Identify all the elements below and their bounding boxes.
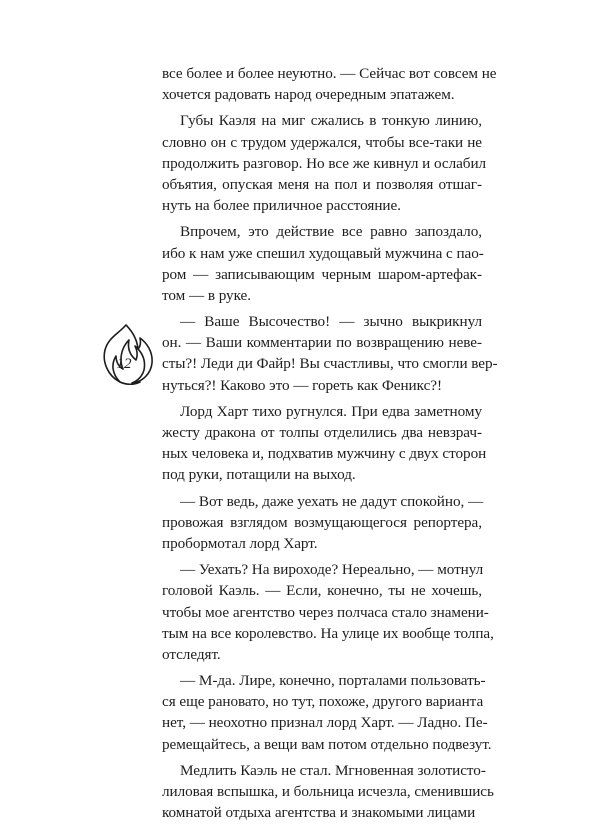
text-line: ных человека и, подхватив мужчину с двух сторон bbox=[162, 445, 487, 463]
text-line: ся еще рановато, но тут, похоже, другого варианта bbox=[162, 693, 484, 711]
text-line: Медлить Каэль не стал. Мгновенная золотисто- bbox=[180, 761, 486, 779]
text-line: сты?! Леди ди Файр! Вы счастливы, что смогли вер- bbox=[162, 355, 498, 373]
text-line: тым на все королевство. На улице их вообще толпа, bbox=[162, 624, 494, 642]
text-line: нуть на более приличное расстояние. bbox=[162, 197, 401, 215]
text-line: — Ваше Высочество! — зычно выкрикнул bbox=[180, 313, 482, 331]
text-line: жесту дракона от толпы отделились два невзрач- bbox=[162, 424, 482, 441]
paragraph bbox=[162, 63, 497, 105]
text-line: головой Каэль. — Если, конечно, ты не хочешь, bbox=[162, 582, 482, 600]
body-text bbox=[162, 63, 498, 828]
text-line: — Уехать? На вироходе? Нереально, — мотнул bbox=[180, 561, 484, 579]
text-line: ремещайтесь, а вещи вам потом отдельно подвезут. bbox=[162, 735, 492, 753]
text-line: пробормотал лорд Харт. bbox=[162, 534, 318, 552]
text-line: чтобы мое агентство через полчаса стало знамени- bbox=[162, 603, 489, 621]
text-line: Губы Каэля на миг сжались в тонкую линию, bbox=[180, 112, 482, 130]
text-line: продолжить разговор. Но все же кивнул и ослабил bbox=[162, 154, 487, 172]
text-line: — М-да. Лире, конечно, порталами пользовать- bbox=[180, 672, 486, 690]
text-line: Впрочем, это действие все равно запоздало, bbox=[180, 223, 482, 241]
text-line: ибо к нам уже спешил худощавый мужчина с пао- bbox=[162, 244, 484, 262]
paragraph bbox=[162, 401, 487, 486]
text-line: под руки, потащили на выход. bbox=[162, 466, 356, 484]
text-line: нуться?! Каково это — гореть как Феникс?! bbox=[162, 376, 442, 394]
text-line: хочется радовать народ очередным эпатажем. bbox=[162, 86, 455, 104]
page-number: 12 bbox=[116, 356, 132, 372]
paragraph bbox=[162, 491, 482, 555]
page-folio bbox=[96, 322, 156, 388]
text-line: он. — Ваши комментарии по возвращению неве- bbox=[162, 334, 482, 352]
text-line: том — в руке. bbox=[162, 286, 251, 304]
paragraph bbox=[162, 221, 482, 306]
text-line: лиловая вспышка, и больница исчезла, сменившись bbox=[162, 783, 494, 800]
flame-icon bbox=[96, 322, 156, 388]
text-line: ром — записывающим черным шаром-артефак- bbox=[162, 265, 482, 283]
text-line: — Вот ведь, даже уехать не дадут спокойно, — bbox=[180, 492, 484, 510]
text-line: все более и более неуютно. — Сейчас вот совсем не bbox=[162, 65, 497, 82]
text-line: комнатой отдыха агентства и знакомыми лицами bbox=[162, 804, 476, 822]
text-line: Лорд Харт тихо ругнулся. При едва заметному bbox=[180, 402, 482, 420]
paragraph bbox=[162, 670, 492, 755]
paragraph bbox=[162, 760, 494, 824]
paragraph bbox=[162, 110, 487, 216]
paragraph bbox=[162, 311, 498, 396]
paragraph bbox=[162, 559, 494, 665]
text-line: нет, — неохотно признал лорд Харт. — Ладно. Пе- bbox=[162, 714, 488, 732]
text-line: провожая взглядом возмущающегося репортера, bbox=[162, 513, 482, 531]
text-line: отследят. bbox=[162, 645, 221, 663]
text-line: объятия, опуская меня на пол и позволяя отшаг- bbox=[162, 175, 482, 193]
text-line: словно он с трудом удержался, чтобы все-таки не bbox=[162, 133, 482, 151]
